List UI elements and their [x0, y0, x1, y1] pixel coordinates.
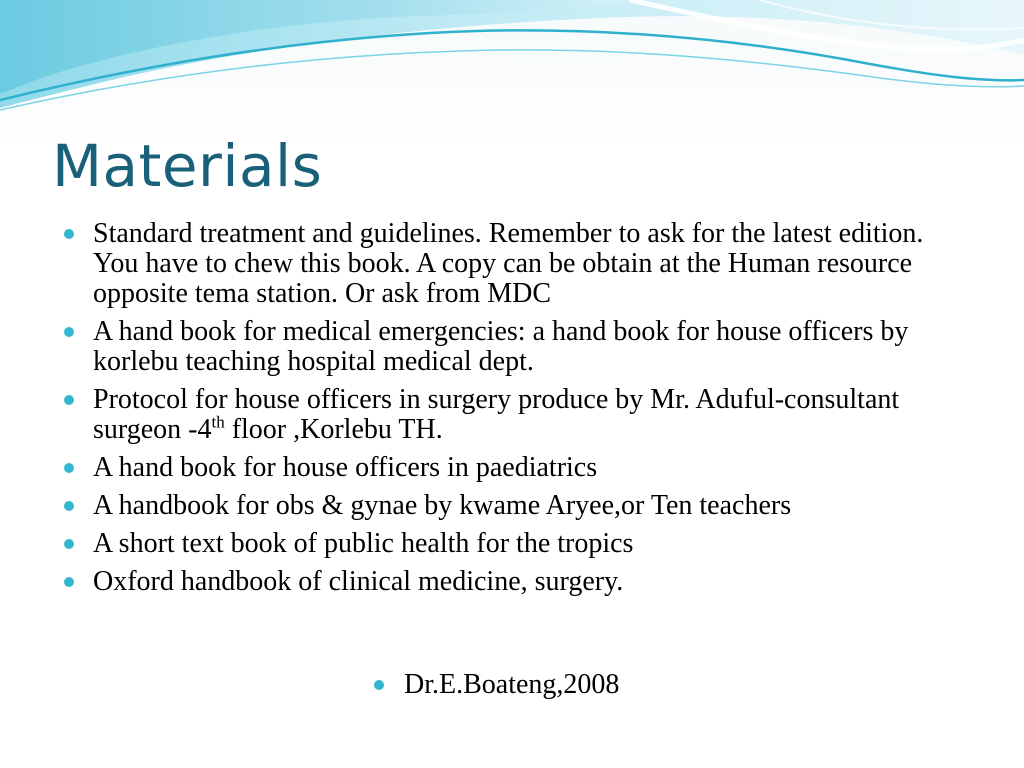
bullet-icon — [374, 680, 384, 690]
bullet-icon — [64, 463, 74, 473]
list-item — [60, 453, 960, 483]
list-item-text: Standard treatment and guidelines. Remember to ask for the latest edition. You have to chew this book. A copy can be obtain at the Human resource opposite tema station. Or ask from MDC — [93, 218, 924, 309]
bullet-icon — [64, 229, 74, 239]
slide-title: Materials — [52, 132, 323, 200]
list-item — [60, 567, 960, 597]
list-item-text-part: Protocol for house officers in surgery produce by Mr. Aduful-consultant surgeon -4 — [93, 384, 900, 445]
bullet-icon — [64, 395, 74, 405]
wave-decoration-icon — [0, 0, 1024, 130]
superscript-text: th — [211, 412, 225, 432]
bullet-icon — [64, 501, 74, 511]
list-item-text-part: floor ,Korlebu TH. — [224, 414, 443, 445]
list-item-text: A handbook for obs & gynae by kwame Aryee,or Ten teachers — [93, 490, 792, 521]
list-item — [60, 219, 960, 309]
bullet-icon — [64, 539, 74, 549]
bullet-icon — [64, 327, 74, 337]
bullet-icon — [64, 577, 74, 587]
list-item-text: A hand book for medical emergencies: a hand book for house officers by korlebu teaching hospital medical dept. — [93, 316, 909, 377]
list-item-text: Oxford handbook of clinical medicine, surgery. — [93, 566, 624, 597]
list-item-text: A hand book for house officers in paediatrics — [93, 452, 598, 483]
bullet-list — [60, 219, 960, 605]
list-item — [60, 385, 960, 445]
list-item — [60, 491, 960, 521]
list-item-text: A short text book of public health for the tropics — [93, 528, 634, 559]
list-item — [60, 317, 960, 377]
list-item-text — [93, 384, 899, 445]
author-signature-text: Dr.E.Boateng,2008 — [404, 669, 620, 700]
author-signature — [374, 668, 619, 702]
list-item — [60, 529, 960, 559]
